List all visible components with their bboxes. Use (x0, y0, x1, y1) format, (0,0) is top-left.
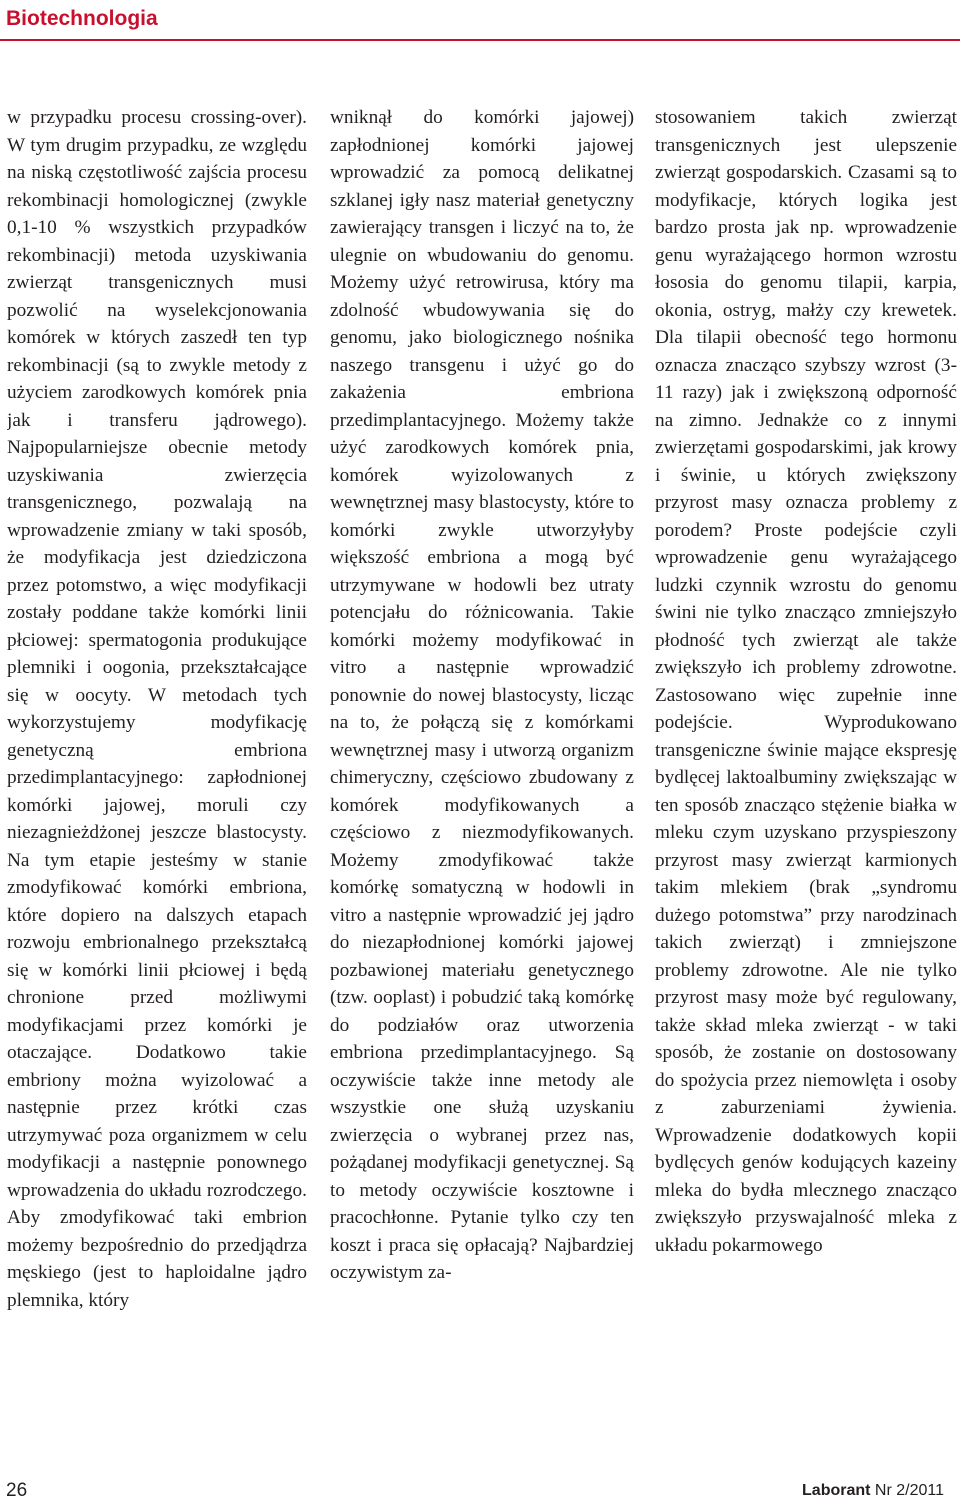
column-2-text: wniknął do komórki jajowej) zapłodnionej komórki jajowej wprowadzić za pomocą delikatnej szklanej igły nasz materiał genetyczny zawierający transgen i liczyć na to, że ulegnie on wbudowaniu do genomu. Możemy użyć retrowirusa, który ma zdolność wbudowywania się do genomu, jako biologicznego nośnika naszego transgenu i użyć go do zakażenia embriona przedimplantacyjnego. Możemy także użyć zarodkowych komórek pnia, komórek wyizolowanych z wewnętrznej masy blastocysty, które to komórki zwykle utworzyłyby większość embriona a mogą być utrzymywane w hodowli bez utraty potencjału do różnicowania. Takie komórki możemy modyfikować in vitro a następnie wprowadzić ponownie do nowej blastocysty, licząc na to, że połączą się z komórkami wewnętrznej masy i utworzą organizm chimeryczny, częściowo zbudowany z komórek modyfikowanych a częściowo z niezmodyfikowanych. Możemy zmodyfikować także komórkę somatyczną w hodowli in vitro a następnie wprowadzić jej jądro do niezapłodnionej komórki jajowej pozbawionej materiału genetycznego (tzw. ooplast) i pobudzić taką komórkę do podziałów oraz utworzenia embriona przedimplantacyjnego. Są oczywiście także inne metody ale wszystkie one służą uzyskaniu zwierzęcia o wybranej przez nas, pożądanej modyfikacji genetycznej. Są to metody oczywiście kosztowne i pracochłonne. Pytanie tylko czy ten koszt i praca się opłacają? Najbardziej oczywistym za- (330, 107, 634, 1283)
article-column-2 (330, 104, 634, 1460)
journal-footer (802, 1482, 944, 1500)
article-column-3 (655, 104, 957, 1460)
section-title: Biotechnologia (6, 7, 158, 30)
page-number: 26 (6, 1480, 28, 1501)
column-3-text: stosowaniem takich zwierząt transgenicznych jest ulepszenie zwierząt gospodarskich. Czasami są to modyfikacje, których logika jest bardzo prosta jak np. wprowadzenie genu wyrażającego hormon wzrostu łososia do genomu tilapii, karpia, okonia, ostryg, małży czy krewetek. Dla tilapii obecność tego hormonu oznacza znacząco szybszy wzrost (3-11 razy) jak i zwiększoną odporność na zimno. Jednakże co z innymi zwierzętami gospodarskimi, jak krowy i świnie, u których zwiększony przyrost masy oznacza problemy z porodem? Proste podejście czyli wprowadzenie genu wyrażającego ludzki czynnik wzrostu do genomu świni nie tylko znacząco zmniejszyło płodność tych zwierząt ale także zwiększyło ich problemy zdrowotne. Zastosowano więc zupełnie inne podejście. Wyprodukowano transgeniczne świnie mające ekspresję bydlęcej laktoalbuminy zwiększając w ten sposób znacząco stężenie białka w mleku czym uzyskano przyspieszony przyrost masy zwierząt karmionych takim mlekiem (brak „syndromu dużego potomstwa” przy narodzinach takich zwierząt) i zmniejszone problemy zdrowotne. Ale nie tylko przyrost masy może być regulowany, także skład mleka zwierząt - w taki sposób, że zostanie on dostosowany do spożycia przez niemowlęta i osoby z zaburzeniami żywienia. Wprowadzenie dodatkowych kopii bydlęcych genów kodujących kazeiny mleka do bydła mlecznego znacząco zwiększyło przyswajalność mleka z układu pokarmowego (655, 107, 957, 1256)
column-1-text: w przypadku procesu crossing-over). W tym drugim przypadku, ze względu na niską częstotliwość zajścia procesu rekombinacji homologicznej (zwykle 0,1-10 % wszystkich przypadków rekombinacji) metoda uzyskiwania zwierząt transgenicznych musi pozwolić na wyselekcjonowania komórek w których zaszedł ten typ rekombinacji (są to zwykle metody z użyciem zarodkowych komórek pnia jak i transferu jądrowego). Najpopularniejsze obecnie metody uzyskiwania zwierzęcia transgenicznego, pozwalają na wprowadzenie zmiany w taki sposób, że modyfikacja jest dziedziczona przez potomstwo, a więc modyfikacji zostały poddane także komórki linii płciowej: spermatogonia produkujące plemniki i oogonia, przekształcające się w oocyty. W metodach tych wykorzystujemy modyfikację genetyczną embriona przedimplantacyjnego: zapłodnionej komórki jajowej, moruli czy niezagnieżdżonej jeszcze blastocysty. Na tym etapie jesteśmy w stanie zmodyfikować komórki embriona, które dopiero na dalszych etapach rozwoju embrionalnego przekształcą się w komórki linii płciowej i będą chronione przed możliwymi modyfikacjami przez komórki je otaczające. Dodatkowo takie embriony można wyizolować a następnie przez krótki czas utrzymywać poza organizmem w celu modyfikacji a następnie ponownego wprowadzenia do układu rozrodczego. Aby zmodyfikować taki embrion możemy bezpośrednio do przedjądrza męskiego (jest to haploidalne jądro plemnika, który (7, 107, 307, 1311)
article-column-1 (7, 104, 307, 1460)
header-divider (0, 39, 960, 41)
journal-issue: Nr 2/2011 (874, 1482, 944, 1499)
journal-name: Laborant (802, 1482, 871, 1499)
